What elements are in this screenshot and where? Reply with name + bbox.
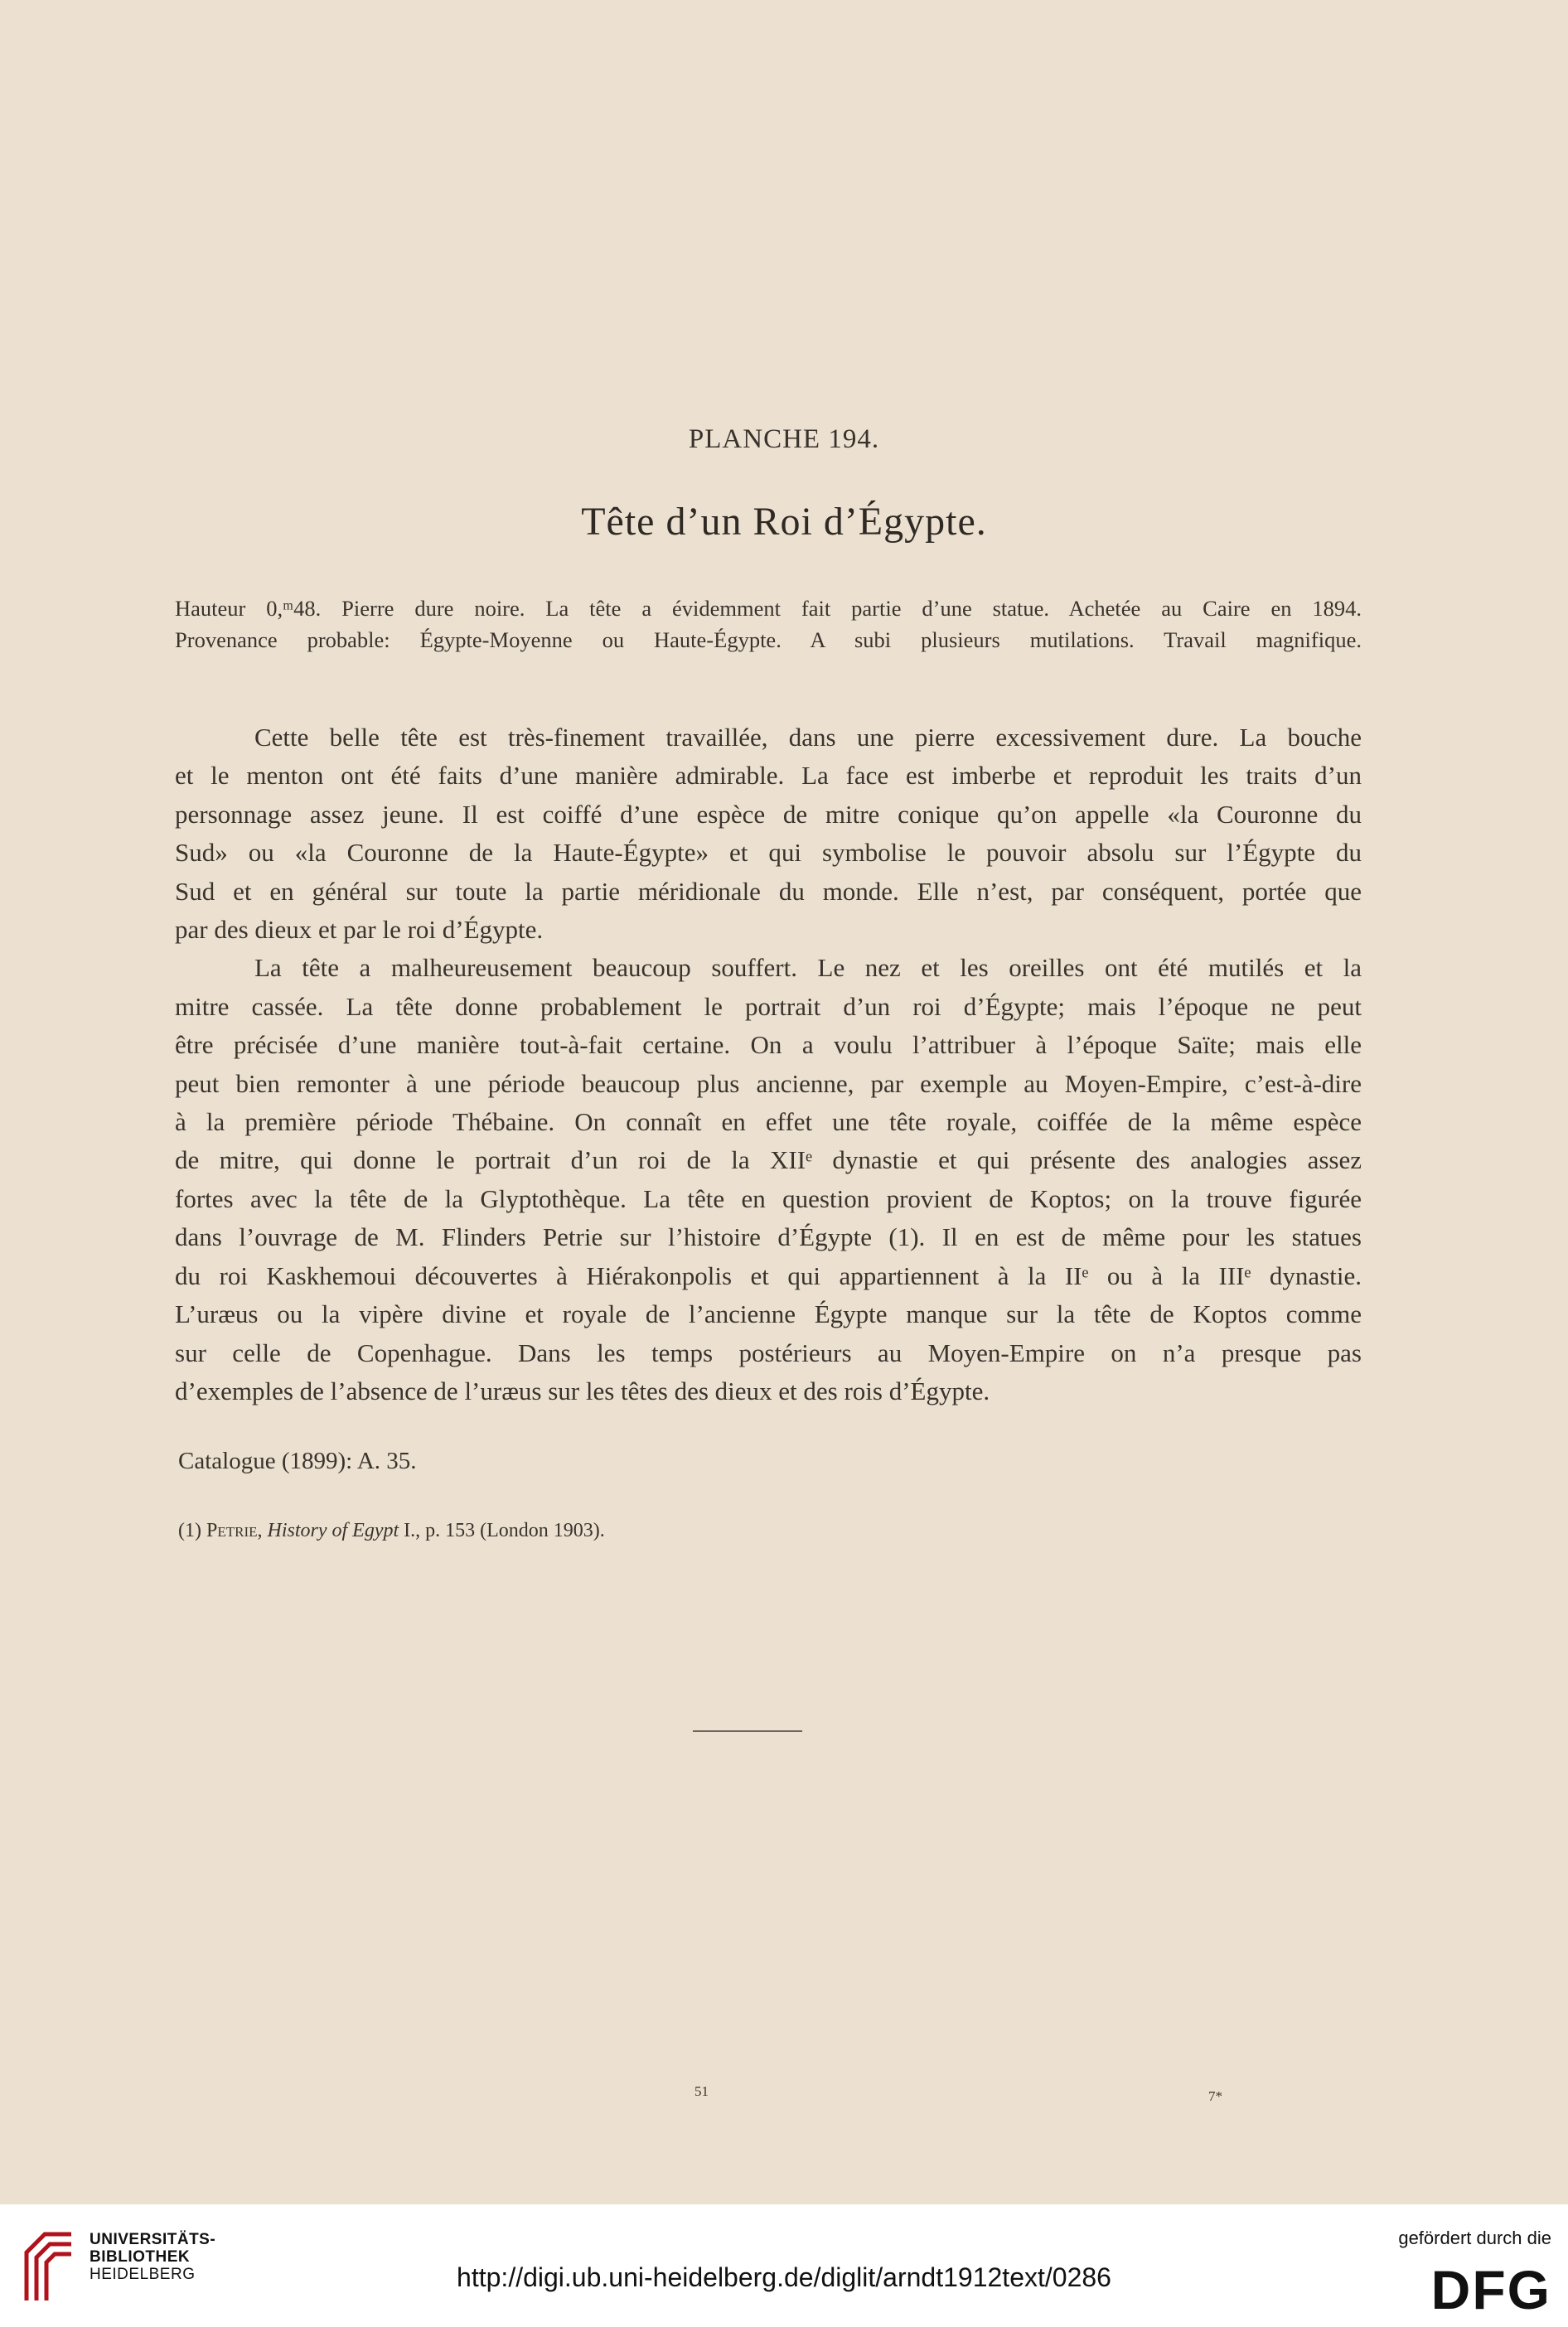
text-line: personnage assez jeune. Il est coiffé d’une espèce de mitre conique qu’on appelle «la Couronne du [175, 799, 1362, 829]
page-title: Tête d’un Roi d’Égypte. [581, 500, 987, 544]
text-line: Sud et en général sur toute la partie méridionale du monde. Elle n’est, par conséquent, portée que [175, 876, 1362, 906]
text-line: par des dieux et par le roi d’Égypte. [175, 915, 544, 945]
plate-number: PLANCHE 194. [688, 424, 880, 454]
catalogue-reference: Catalogue (1899): A. 35. [178, 1448, 417, 1474]
footnote: (1) Petrie, History of Egypt I., p. 153 (London 1903). [178, 1520, 605, 1541]
digitization-banner [0, 2204, 1568, 2327]
metadata-line: Provenance probable: Égypte-Moyenne ou Haute-Égypte. A subi plusieurs mutilations. Travail magnifique. [175, 627, 1362, 652]
text-line: mitre cassée. La tête donne probablement le portrait d’un roi d’Égypte; mais l’époque ne peut [175, 991, 1362, 1021]
text-line: peut bien remonter à une période beaucoup plus ancienne, par exemple au Moyen-Empire, c’est-à-dire [175, 1068, 1362, 1098]
text-line: à la première période Thébaine. On connaît en effet une tête royale, coiffée de la même espèce [175, 1107, 1362, 1137]
text-line: Cette belle tête est très-finement travaillée, dans une pierre excessivement dure. La bouche [254, 723, 1362, 752]
text-line: La tête a malheureusement beaucoup souffert. Le nez et les oreilles ont été mutilés et la [254, 953, 1362, 983]
text-line: du roi Kaskhemoui découvertes à Hiérakonpolis et qui appartiennent à la IIᵉ ou à la IIIᵉ dynastie. [175, 1260, 1362, 1290]
text-line: Sud» ou «la Couronne de la Haute-Égypte» et qui symbolise le pouvoir absolu sur l’Égypte du [175, 838, 1362, 868]
description-text [175, 718, 1362, 1410]
library-name: UNIVERSITÄTS- BIBLIOTHEK HEIDELBERG [90, 2231, 216, 2283]
paragraph-1 [175, 718, 1362, 949]
text-line: fortes avec la tête de la Glyptothèque. La tête en question provient de Koptos; on la trouve figurée [175, 1183, 1362, 1213]
metadata-line: Hauteur 0,ᵐ48. Pierre dure noire. La tête a évidemment fait partie d’une statue. Achetée au Caire en 1894. [175, 596, 1362, 621]
footnote-work: History of Egypt [267, 1520, 399, 1541]
text-line: sur celle de Copenhague. Dans les temps postérieurs au Moyen-Empire on n’a presque pas [175, 1338, 1362, 1367]
paragraph-2 [175, 949, 1362, 1410]
text-line: et le menton ont été faits d’une manière admirable. La face est imberbe et reproduit les traits d’un [175, 761, 1362, 791]
page-number: 51 [694, 2083, 709, 2099]
funding-label: gefördert durch die [1398, 2228, 1551, 2248]
text-line: dans l’ouvrage de M. Flinders Petrie sur l’histoire d’Égypte (1). Il en est de même pour les statues [175, 1222, 1362, 1252]
dfg-logo: DFG [1430, 2259, 1551, 2320]
text-line: L’uræus ou la vipère divine et royale de l’ancienne Égypte manque sur la tête de Koptos comme [175, 1299, 1362, 1329]
signature-mark: 7* [1208, 2088, 1222, 2104]
footnote-author: Petrie [206, 1520, 258, 1541]
divider [693, 1730, 802, 1732]
text-line: de mitre, qui donne le portrait d’un roi de la XIIᵉ dynastie et qui présente des analogies assez [175, 1145, 1362, 1175]
object-metadata [175, 593, 1362, 656]
footnote-details: I., p. 153 (London 1903). [404, 1520, 605, 1541]
text-line: être précisée d’une manière tout-à-fait certaine. On a voulu l’attribuer à l’époque Saïte; mais elle [175, 1030, 1362, 1060]
footnote-number: (1) [178, 1520, 201, 1541]
source-url-link[interactable]: http://digi.ub.uni-heidelberg.de/diglit/arndt1912text/0286 [457, 2262, 1111, 2292]
text-line: d’exemples de l’absence de l’uræus sur les têtes des dieux et des rois d’Égypte. [175, 1376, 990, 1405]
